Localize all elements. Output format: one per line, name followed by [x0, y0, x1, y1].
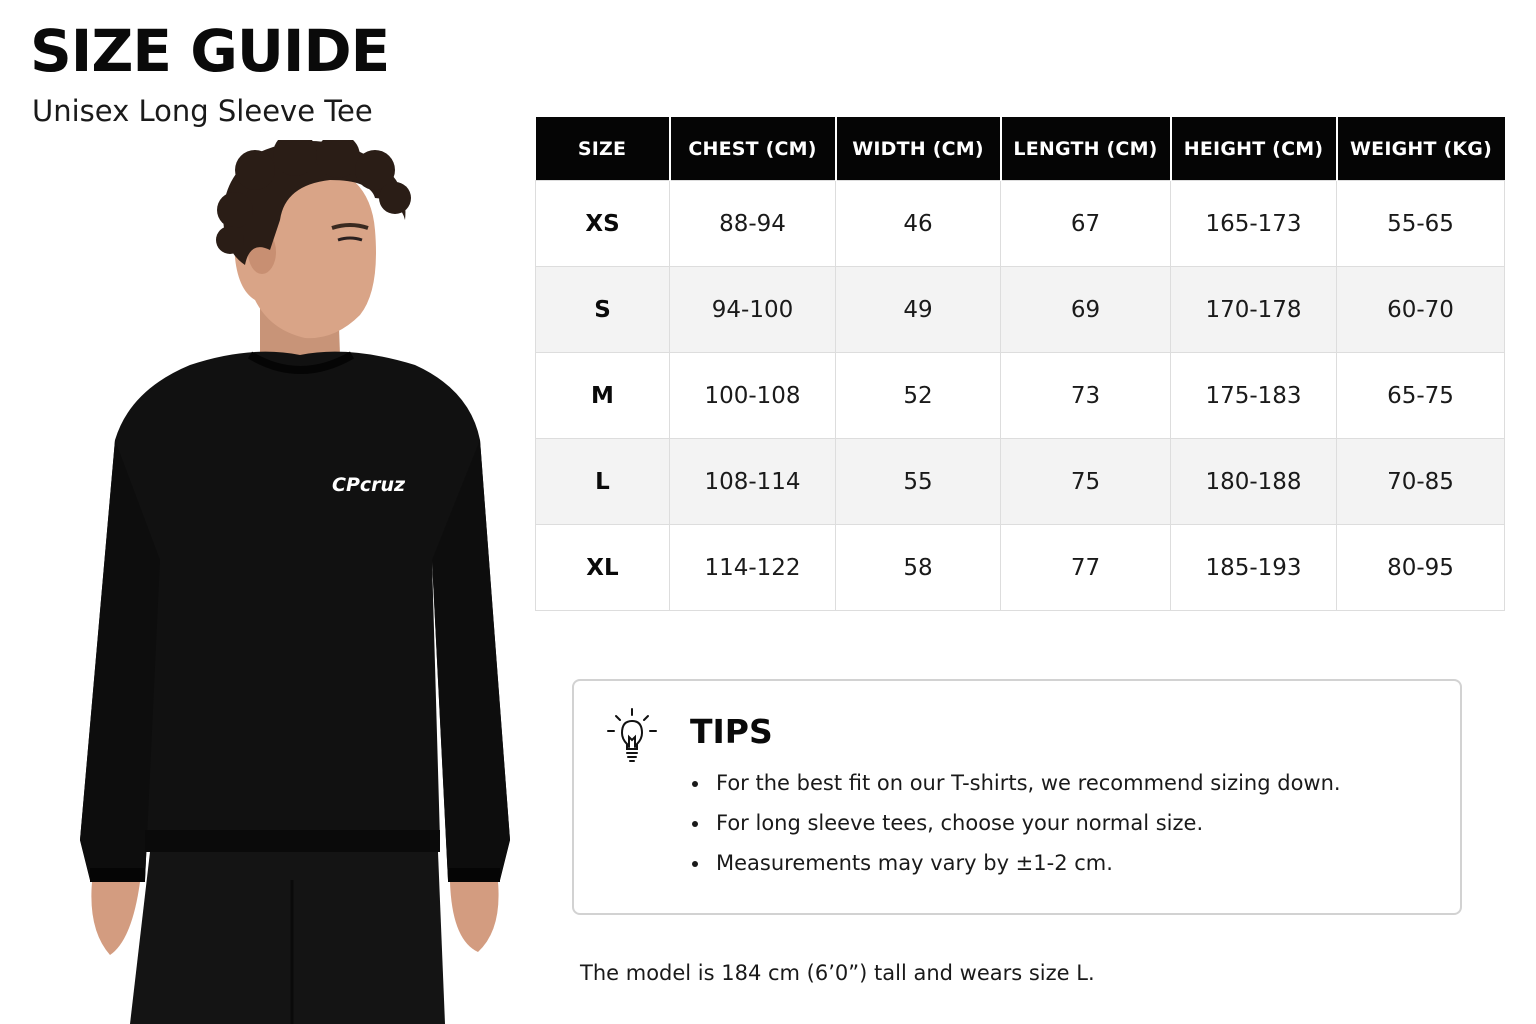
header-width: WIDTH (CM) — [836, 117, 1001, 181]
table-row — [536, 181, 1505, 267]
tips-box — [572, 679, 1462, 915]
size-cell: L — [536, 439, 670, 525]
shirt-logo: CPcruz — [332, 474, 406, 496]
table-row — [536, 525, 1505, 611]
chest-cell: 108-114 — [670, 439, 836, 525]
size-cell: M — [536, 353, 670, 439]
chest-cell: 88-94 — [670, 181, 836, 267]
table-row — [536, 353, 1505, 439]
header-chest: CHEST (CM) — [670, 117, 836, 181]
list-item: Measurements may vary by ±1-2 cm. — [690, 849, 1341, 889]
width-cell: 46 — [836, 181, 1001, 267]
height-cell: 175-183 — [1171, 353, 1337, 439]
table-row — [536, 267, 1505, 353]
weight-cell: 65-75 — [1337, 353, 1505, 439]
header-size: SIZE — [536, 117, 670, 181]
chest-cell: 114-122 — [670, 525, 836, 611]
height-cell: 165-173 — [1171, 181, 1337, 267]
length-cell: 67 — [1001, 181, 1171, 267]
weight-cell: 70-85 — [1337, 439, 1505, 525]
height-cell: 180-188 — [1171, 439, 1337, 525]
model-note: The model is 184 cm (6’0”) tall and wears size L. — [580, 961, 1095, 985]
size-cell: S — [536, 267, 670, 353]
page-subtitle: Unisex Long Sleeve Tee — [32, 94, 373, 128]
list-item: For long sleeve tees, choose your normal size. — [690, 809, 1341, 849]
lightbulb-icon — [604, 707, 660, 765]
header-length: LENGTH (CM) — [1001, 117, 1171, 181]
size-table — [535, 117, 1505, 611]
tips-title: TIPS — [690, 712, 773, 751]
height-cell: 185-193 — [1171, 525, 1337, 611]
size-cell: XS — [536, 181, 670, 267]
length-cell: 77 — [1001, 525, 1171, 611]
weight-cell: 80-95 — [1337, 525, 1505, 611]
chest-cell: 100-108 — [670, 353, 836, 439]
tips-list — [690, 769, 1341, 889]
model-photo — [70, 140, 530, 1024]
list-item: For the best fit on our T-shirts, we recommend sizing down. — [690, 769, 1341, 809]
page-title: SIZE GUIDE — [30, 17, 390, 85]
width-cell: 49 — [836, 267, 1001, 353]
width-cell: 55 — [836, 439, 1001, 525]
weight-cell: 55-65 — [1337, 181, 1505, 267]
width-cell: 52 — [836, 353, 1001, 439]
header-weight: WEIGHT (KG) — [1337, 117, 1505, 181]
table-header-row — [536, 117, 1505, 181]
length-cell: 75 — [1001, 439, 1171, 525]
header-height: HEIGHT (CM) — [1171, 117, 1337, 181]
length-cell: 69 — [1001, 267, 1171, 353]
length-cell: 73 — [1001, 353, 1171, 439]
table-row — [536, 439, 1505, 525]
weight-cell: 60-70 — [1337, 267, 1505, 353]
width-cell: 58 — [836, 525, 1001, 611]
size-cell: XL — [536, 525, 670, 611]
chest-cell: 94-100 — [670, 267, 836, 353]
height-cell: 170-178 — [1171, 267, 1337, 353]
